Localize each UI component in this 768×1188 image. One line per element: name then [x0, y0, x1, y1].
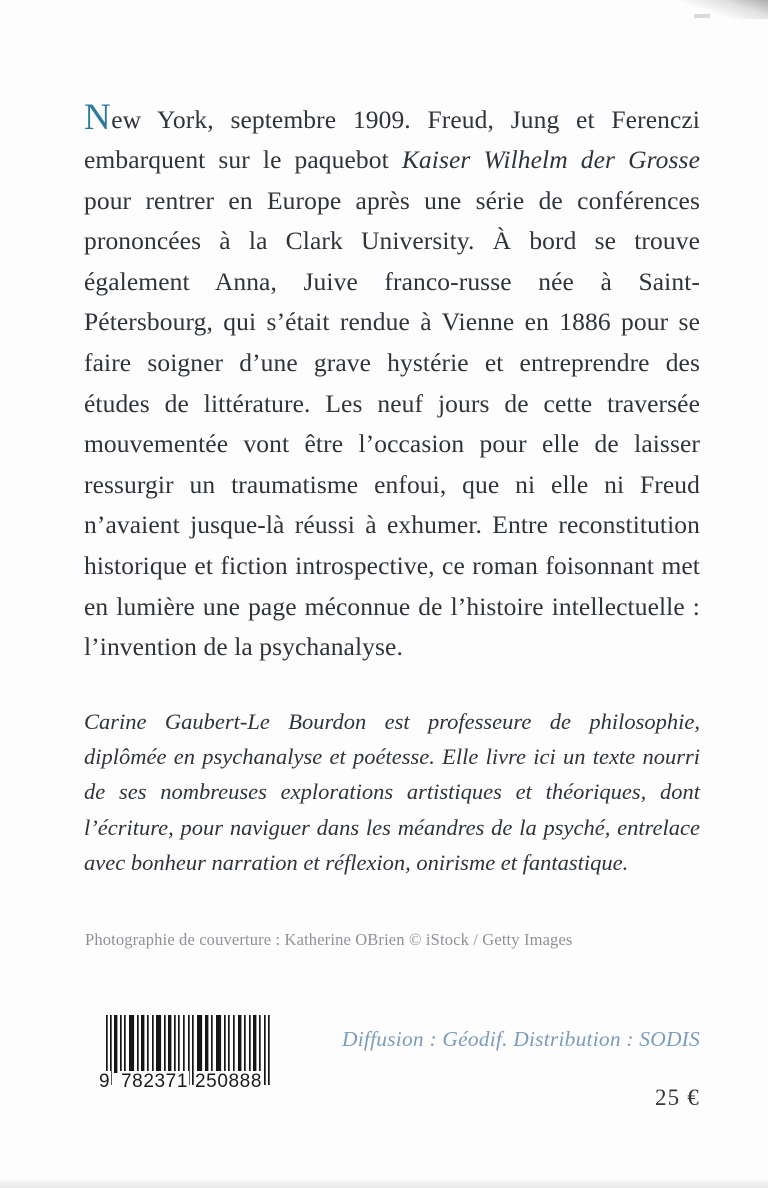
synopsis-paragraph [84, 96, 700, 668]
photo-credit-line: Photographie de couverture : Katherine OBrien © iStock / Getty Images [85, 929, 573, 949]
drop-cap-letter: N [84, 96, 112, 138]
price-label: 25 € [654, 1085, 700, 1110]
barcode-digit-group-0: 9 [99, 1071, 111, 1092]
author-bio-paragraph: Carine Gaubert-Le Bourdon est professeure de philosophie, diplômée en psychanalyse et poétesse. Elle livre ici un texte nourri de ses nombreuses explorations artistiques et théoriques, dont l’écriture, pour naviguer dans les méandres de la psyché, entrelace avec bonheur narration et réflexion, onirisme et fantastique. [84, 708, 700, 876]
scan-edge-artifact [658, 0, 768, 21]
scan-bottom-shadow [0, 1178, 768, 1188]
scan-speck-artifact [694, 14, 710, 19]
ship-name-italic: Kaiser Wilhelm der Grosse [401, 145, 700, 175]
isbn-barcode [98, 1013, 272, 1093]
synopsis-text-part-2: pour rentrer en Europe après une série de conférences prononcées à la Clark University. À bord se trouve également Anna, Juive franco-russe née à Saint-Pétersbourg, qui s’était rendue à Vienne en 1886 pour se faire soigner d’une grave hystérie et entreprendre des études de littérature. Les neuf jours de cette traversée mouvementée vont être l’occasion pour elle de laisser ressurgir un traumatisme enfoui, que ni elle ni Freud n’avaient jusque-là réussi à exhumer. Entre reconstitution historique et fiction introspective, ce roman foisonnant met en lumière une page méconnue de l’histoire intellectuelle : l’invention de la psychanalyse. [84, 185, 700, 662]
barcode-digit-group-1: 782371 [121, 1071, 189, 1092]
distribution-line: Diffusion : Géodif. Distribution : SODIS [342, 1027, 700, 1051]
footer-block [0, 1005, 768, 1135]
synopsis-text-part-1: ew York, septembre 1909. Freud, Jung et Ferenczi embarquent sur le paquebot [84, 104, 700, 175]
barcode-digit-group-2: 250888 [195, 1071, 263, 1092]
barcode-digits [98, 1069, 272, 1093]
